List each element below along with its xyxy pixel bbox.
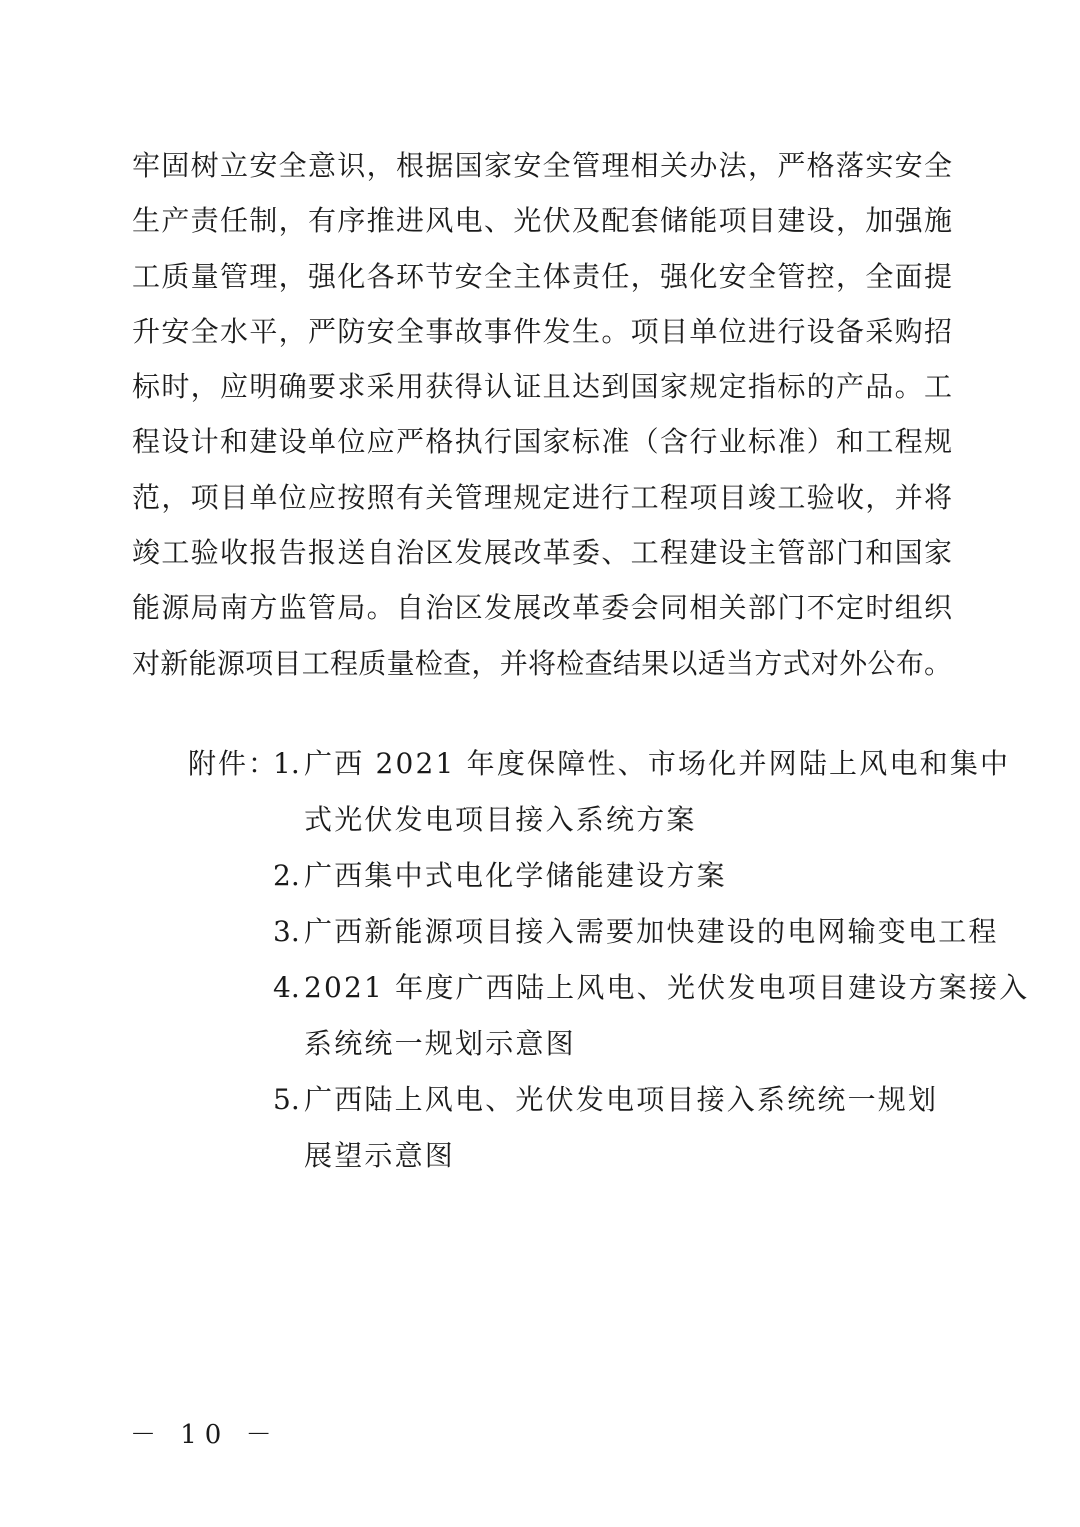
attachment-number: 2. xyxy=(273,859,300,892)
attachment-title: 广西 2021 年度保障性、市场化并网陆上风电和集中 xyxy=(304,747,1011,780)
body-line: 牢固树立安全意识，根据国家安全管理相关办法，严格落实安全 xyxy=(132,149,952,182)
attachment-number: 5. xyxy=(273,1083,300,1116)
attachments-list xyxy=(0,736,1080,1184)
attachment-item xyxy=(0,848,1080,904)
attachment-title: 展望示意图 xyxy=(304,1139,456,1172)
attachment-title: 2021 年度广西陆上风电、光伏发电项目建设方案接入 xyxy=(304,971,1030,1004)
body-line: 能源局南方监管局。自治区发展改革委会同相关部门不定时组织 xyxy=(132,591,952,625)
attachment-item xyxy=(0,736,1080,792)
body-line: 对新能源项目工程质量检查，并将检查结果以适当方式对外公布。 xyxy=(132,646,952,680)
body-line: 标时，应明确要求采用获得认证且达到国家规定指标的产品。工 xyxy=(132,370,952,404)
attachments-label: 附件： xyxy=(188,747,279,780)
body-line: 工质量管理，强化各环节安全主体责任，强化安全管控，全面提 xyxy=(132,259,952,293)
attachment-item xyxy=(0,1072,1080,1128)
attachment-title: 广西集中式电化学储能建设方案 xyxy=(304,859,727,892)
attachment-number: 4. xyxy=(273,971,300,1004)
body-line: 升安全水平，严防安全事故事件发生。项目单位进行设备采购招 xyxy=(132,314,952,348)
attachment-number: 3. xyxy=(273,915,300,948)
body-line: 范，项目单位应按照有关管理规定进行工程项目竣工验收，并将 xyxy=(132,480,952,514)
attachment-title: 广西陆上风电、光伏发电项目接入系统统一规划 xyxy=(304,1083,939,1116)
body-line: 竣工验收报告报送自治区发展改革委、工程建设主管部门和国家 xyxy=(132,536,952,570)
body-line: 生产责任制，有序推进风电、光伏及配套储能项目建设，加强施 xyxy=(132,204,952,238)
page-number: － 10 － xyxy=(130,1420,280,1450)
body-paragraph xyxy=(132,138,952,691)
attachment-title: 式光伏发电项目接入系统方案 xyxy=(304,803,697,836)
attachment-item-continued xyxy=(0,1016,1080,1072)
attachment-item-continued xyxy=(0,792,1080,848)
body-line: 程设计和建设单位应严格执行国家标准（含行业标准）和工程规 xyxy=(132,425,952,459)
attachment-item-continued xyxy=(0,1128,1080,1184)
attachment-item xyxy=(0,904,1080,960)
attachment-number: 1. xyxy=(273,747,300,780)
attachment-item xyxy=(0,960,1080,1016)
attachment-title: 系统统一规划示意图 xyxy=(304,1027,576,1060)
attachment-title: 广西新能源项目接入需要加快建设的电网输变电工程 xyxy=(304,915,999,948)
